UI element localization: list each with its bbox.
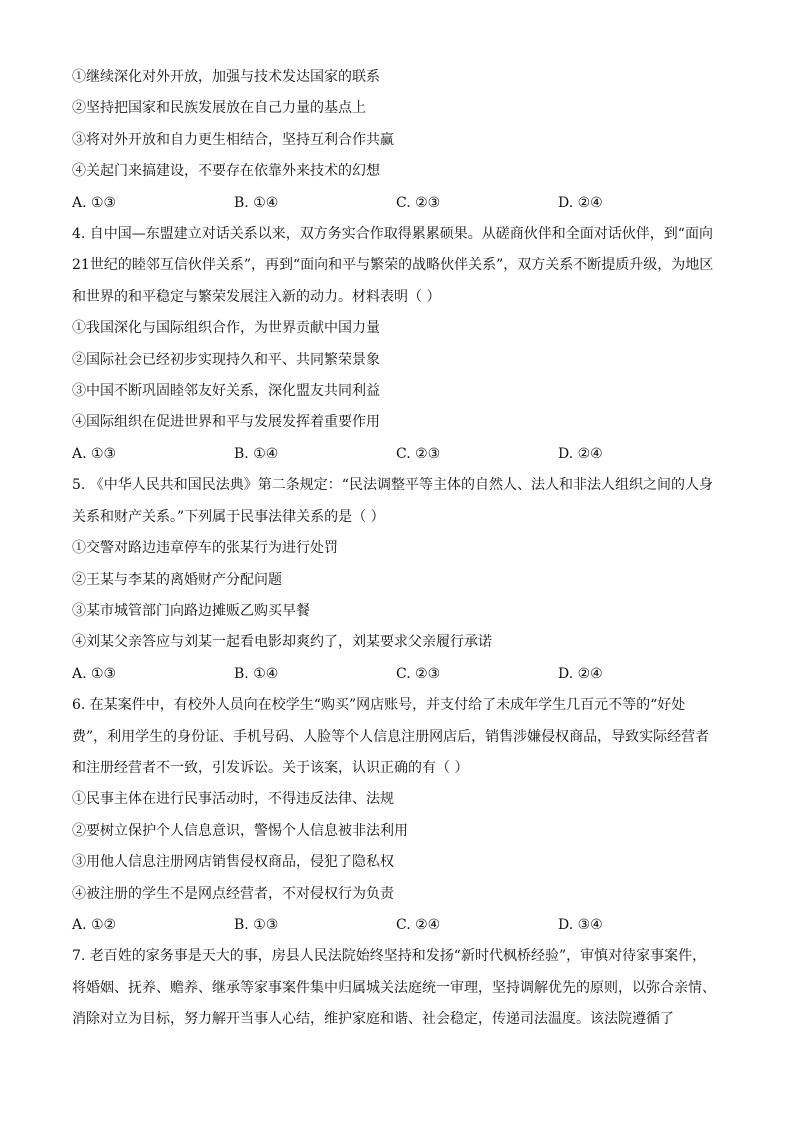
option-c: C. ②④: [396, 916, 441, 933]
statement-2: ②要树立保护个人信息意识，警惕个人信息被非法利用: [72, 822, 408, 839]
option-d: D. ②④: [558, 445, 603, 462]
statement-1: ①民事主体在进行民事活动时，不得违反法律、法规: [72, 791, 394, 808]
question-stem-line: 消除对立为目标，努力解开当事人心结，维护家庭和谐、社会稳定，传递司法温度。该法院遵循了: [72, 1011, 674, 1028]
statement-4: ④国际组织在促进世界和平与发展发挥着重要作用: [72, 414, 380, 431]
option-d: D. ②④: [558, 665, 603, 682]
option-a: A. ①③: [72, 445, 117, 462]
option-c: C. ②③: [396, 445, 441, 462]
statement-1: ①我国深化与国际组织合作，为世界贡献中国力量: [72, 320, 380, 337]
option-a: A. ①②: [72, 916, 117, 933]
statement-4: ④被注册的学生不是网点经营者，不对侵权行为负责: [72, 885, 394, 902]
statement-3: ③中国不断巩固睦邻友好关系，深化盟友共同利益: [72, 383, 380, 400]
document-page: [72, 62, 722, 1036]
statement-2: ②国际社会已经初步实现持久和平、共同繁荣景象: [72, 351, 380, 368]
answer-options: [72, 659, 722, 690]
question-6: [72, 690, 722, 941]
option-a: A. ①③: [72, 665, 117, 682]
option-a: A. ①③: [72, 194, 117, 211]
question-4: [72, 219, 722, 470]
statement-4: ④关起门来搞建设，不要存在依靠外来技术的幻想: [72, 163, 380, 180]
option-d: D. ③④: [558, 916, 603, 933]
option-b: B. ①③: [234, 916, 279, 933]
answer-options: [72, 910, 722, 941]
question-stem-line: 4. 自中国—东盟建立对话关系以来，双方务实合作取得累累硕果。从磋商伙伴和全面对话伙伴，到“面向: [72, 226, 713, 243]
question-stem-line: 和注册经营者不一致，引发诉讼。关于该案，认识正确的有（ ）: [72, 759, 469, 776]
statement-3: ③将对外开放和自力更生相结合，坚持互利合作共赢: [72, 131, 394, 148]
question-stem-line: 5. 《中华人民共和国民法典》第二条规定：“民法调整平等主体的自然人、法人和非法人组织之间的人身: [72, 477, 713, 494]
question-5: [72, 470, 722, 690]
question-stem-line: 7. 老百姓的家务事是天大的事，房县人民法院始终坚持和发扬“新时代枫桥经验”，审慎对待家事案件，: [72, 948, 707, 965]
question-stem-line: 费”，利用学生的身份证、手机号码、人脸等个人信息注册网店后，销售涉嫌侵权商品，导致实际经营者: [72, 728, 710, 745]
option-c: C. ②③: [396, 194, 441, 211]
answer-options: [72, 188, 722, 219]
question-stem-line: 将婚姻、抚养、赡养、继承等家事案件集中归属城关法庭统一审理，坚持调解优先的原则，以弥合亲情、: [72, 979, 716, 996]
statement-4: ④刘某父亲答应与刘某一起看电影却爽约了，刘某要求父亲履行承诺: [72, 634, 492, 651]
question-stem-line: 和世界的和平稳定与繁荣发展注入新的动力。材料表明（ ）: [72, 288, 441, 305]
option-d: D. ②④: [558, 194, 603, 211]
question-3: [72, 62, 722, 219]
option-b: B. ①④: [234, 665, 279, 682]
option-c: C. ②③: [396, 665, 441, 682]
statement-3: ③用他人信息注册网店销售侵权商品，侵犯了隐私权: [72, 854, 394, 871]
option-b: B. ①④: [234, 194, 279, 211]
answer-options: [72, 439, 722, 470]
question-7: [72, 941, 722, 1035]
question-stem-line: 21世纪的睦邻互信伙伴关系”，再到“面向和平与繁荣的战略伙伴关系”，双方关系不断提质升级，为地区: [72, 257, 714, 274]
option-b: B. ①④: [234, 445, 279, 462]
statement-1: ①继续深化对外开放，加强与技术发达国家的联系: [72, 69, 380, 85]
question-stem-line: 6. 在某案件中，有校外人员向在校学生“购买”网店账号，并支付给了未成年学生几百元不等的“好处: [72, 697, 686, 714]
statement-2: ②王某与李某的离婚财产分配问题: [72, 571, 282, 588]
statement-3: ③某市城管部门向路边摊贩乙购买早餐: [72, 602, 310, 619]
question-stem-line: 关系和财产关系。”下列属于民事法律关系的是（ ）: [72, 508, 385, 525]
statement-2: ②坚持把国家和民族发展放在自己力量的基点上: [72, 100, 366, 117]
statement-1: ①交警对路边违章停车的张某行为进行处罚: [72, 540, 338, 557]
